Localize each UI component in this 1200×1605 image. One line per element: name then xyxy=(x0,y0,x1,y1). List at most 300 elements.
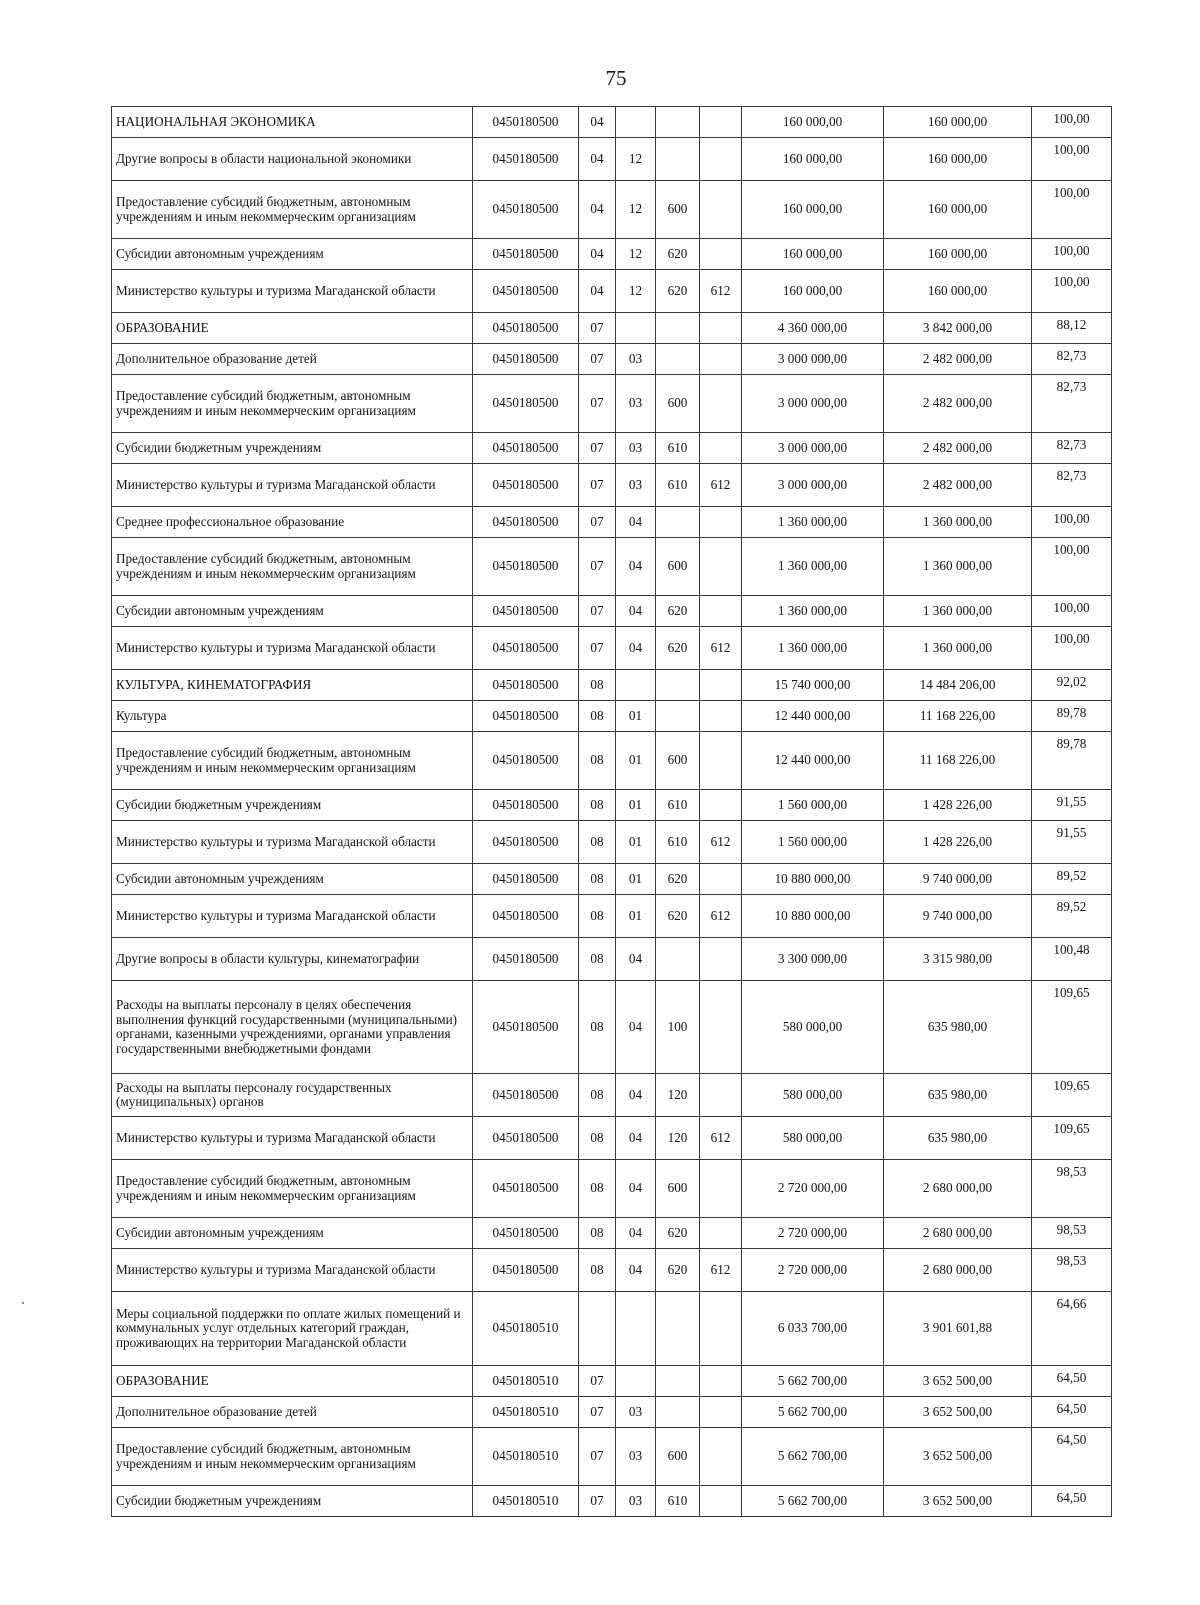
cell-administrator xyxy=(700,596,742,627)
cell-target-article: 0450180500 xyxy=(473,821,579,864)
cell-administrator xyxy=(700,1428,742,1486)
cell-subsection: 03 xyxy=(616,375,656,433)
cell-subsection: 01 xyxy=(616,864,656,895)
cell-administrator xyxy=(700,790,742,821)
cell-execution-percent: 100,00 xyxy=(1032,107,1112,138)
cell-section: 08 xyxy=(579,821,616,864)
table-row xyxy=(112,270,1112,313)
cell-subsection: 12 xyxy=(616,138,656,181)
cell-planned-amount: 10 880 000,00 xyxy=(742,864,884,895)
cell-expense-type xyxy=(656,1397,700,1428)
cell-expense-type: 620 xyxy=(656,596,700,627)
table-row xyxy=(112,464,1112,507)
cell-administrator xyxy=(700,239,742,270)
table-body xyxy=(112,107,1112,1517)
cell-expense-type xyxy=(656,938,700,981)
scan-speck xyxy=(22,1302,24,1304)
cell-execution-percent: 64,50 xyxy=(1032,1397,1112,1428)
cell-executed-amount: 635 980,00 xyxy=(884,1074,1032,1117)
table-row xyxy=(112,107,1112,138)
table-row xyxy=(112,344,1112,375)
cell-name: Субсидии бюджетным учреждениям xyxy=(112,790,473,821)
cell-expense-type: 610 xyxy=(656,464,700,507)
cell-execution-percent: 91,55 xyxy=(1032,821,1112,864)
cell-execution-percent: 100,00 xyxy=(1032,596,1112,627)
cell-name: Министерство культуры и туризма Магаданской области xyxy=(112,464,473,507)
cell-executed-amount: 2 482 000,00 xyxy=(884,344,1032,375)
cell-section: 04 xyxy=(579,107,616,138)
cell-target-article: 0450180500 xyxy=(473,538,579,596)
cell-subsection xyxy=(616,313,656,344)
cell-execution-percent: 98,53 xyxy=(1032,1249,1112,1292)
cell-target-article: 0450180500 xyxy=(473,1249,579,1292)
table-row xyxy=(112,1397,1112,1428)
cell-execution-percent: 82,73 xyxy=(1032,375,1112,433)
table-row xyxy=(112,895,1112,938)
cell-section: 08 xyxy=(579,1117,616,1160)
cell-planned-amount: 12 440 000,00 xyxy=(742,701,884,732)
cell-planned-amount: 160 000,00 xyxy=(742,107,884,138)
cell-execution-percent: 64,50 xyxy=(1032,1366,1112,1397)
cell-name: Культура xyxy=(112,701,473,732)
table-row xyxy=(112,433,1112,464)
cell-section: 08 xyxy=(579,1218,616,1249)
cell-planned-amount: 5 662 700,00 xyxy=(742,1428,884,1486)
cell-name: Министерство культуры и туризма Магаданской области xyxy=(112,1249,473,1292)
cell-planned-amount: 1 360 000,00 xyxy=(742,507,884,538)
cell-subsection: 04 xyxy=(616,507,656,538)
cell-section: 04 xyxy=(579,239,616,270)
cell-administrator: 612 xyxy=(700,895,742,938)
cell-subsection: 12 xyxy=(616,181,656,239)
cell-section: 07 xyxy=(579,433,616,464)
cell-subsection: 03 xyxy=(616,433,656,464)
cell-target-article: 0450180500 xyxy=(473,181,579,239)
cell-planned-amount: 2 720 000,00 xyxy=(742,1160,884,1218)
cell-execution-percent: 64,66 xyxy=(1032,1292,1112,1366)
cell-name: Субсидии бюджетным учреждениям xyxy=(112,1486,473,1517)
cell-section: 07 xyxy=(579,627,616,670)
cell-expense-type xyxy=(656,670,700,701)
cell-target-article: 0450180500 xyxy=(473,270,579,313)
cell-expense-type: 620 xyxy=(656,1218,700,1249)
table-row xyxy=(112,1249,1112,1292)
cell-execution-percent: 100,48 xyxy=(1032,938,1112,981)
cell-executed-amount: 160 000,00 xyxy=(884,239,1032,270)
cell-subsection: 01 xyxy=(616,821,656,864)
cell-administrator xyxy=(700,1366,742,1397)
cell-execution-percent: 82,73 xyxy=(1032,344,1112,375)
cell-expense-type: 600 xyxy=(656,538,700,596)
cell-administrator xyxy=(700,701,742,732)
cell-target-article: 0450180500 xyxy=(473,507,579,538)
cell-expense-type: 620 xyxy=(656,895,700,938)
cell-planned-amount: 5 662 700,00 xyxy=(742,1486,884,1517)
cell-administrator xyxy=(700,107,742,138)
cell-name: КУЛЬТУРА, КИНЕМАТОГРАФИЯ xyxy=(112,670,473,701)
page-number: 75 xyxy=(605,66,627,90)
cell-executed-amount: 160 000,00 xyxy=(884,138,1032,181)
cell-section: 08 xyxy=(579,895,616,938)
cell-subsection: 04 xyxy=(616,981,656,1074)
table-row xyxy=(112,1428,1112,1486)
cell-executed-amount: 2 482 000,00 xyxy=(884,375,1032,433)
cell-subsection: 03 xyxy=(616,1486,656,1517)
cell-expense-type: 600 xyxy=(656,375,700,433)
cell-execution-percent: 98,53 xyxy=(1032,1160,1112,1218)
cell-execution-percent: 100,00 xyxy=(1032,181,1112,239)
cell-subsection: 03 xyxy=(616,1428,656,1486)
cell-subsection: 03 xyxy=(616,464,656,507)
cell-target-article: 0450180500 xyxy=(473,239,579,270)
cell-administrator: 612 xyxy=(700,270,742,313)
cell-target-article: 0450180500 xyxy=(473,596,579,627)
cell-planned-amount: 6 033 700,00 xyxy=(742,1292,884,1366)
cell-planned-amount: 1 560 000,00 xyxy=(742,821,884,864)
cell-execution-percent: 109,65 xyxy=(1032,1117,1112,1160)
table-row xyxy=(112,821,1112,864)
cell-section: 07 xyxy=(579,1428,616,1486)
cell-subsection: 04 xyxy=(616,1160,656,1218)
table-row xyxy=(112,538,1112,596)
cell-planned-amount: 12 440 000,00 xyxy=(742,732,884,790)
cell-executed-amount: 14 484 206,00 xyxy=(884,670,1032,701)
cell-execution-percent: 82,73 xyxy=(1032,433,1112,464)
cell-administrator xyxy=(700,344,742,375)
cell-execution-percent: 100,00 xyxy=(1032,239,1112,270)
cell-target-article: 0450180500 xyxy=(473,375,579,433)
cell-administrator xyxy=(700,181,742,239)
cell-execution-percent: 92,02 xyxy=(1032,670,1112,701)
cell-section xyxy=(579,1292,616,1366)
table-row xyxy=(112,938,1112,981)
table-row xyxy=(112,181,1112,239)
cell-name: Министерство культуры и туризма Магаданской области xyxy=(112,821,473,864)
cell-name: Министерство культуры и туризма Магаданской области xyxy=(112,895,473,938)
cell-executed-amount: 1 360 000,00 xyxy=(884,627,1032,670)
cell-target-article: 0450180500 xyxy=(473,627,579,670)
cell-name: Министерство культуры и туризма Магаданской области xyxy=(112,627,473,670)
cell-planned-amount: 5 662 700,00 xyxy=(742,1366,884,1397)
cell-expense-type: 600 xyxy=(656,1428,700,1486)
cell-target-article: 0450180500 xyxy=(473,670,579,701)
cell-name: Другие вопросы в области культуры, кинематографии xyxy=(112,938,473,981)
cell-name: Расходы на выплаты персоналу в целях обеспечения выполнения функций государственными (муниципальными) органами, казенными учреждениями, органами управления государственными внебюджетными фондами xyxy=(112,981,473,1074)
cell-executed-amount: 160 000,00 xyxy=(884,107,1032,138)
cell-name: Субсидии автономным учреждениям xyxy=(112,1218,473,1249)
cell-administrator xyxy=(700,538,742,596)
cell-expense-type xyxy=(656,107,700,138)
cell-target-article: 0450180500 xyxy=(473,938,579,981)
cell-executed-amount: 1 360 000,00 xyxy=(884,507,1032,538)
cell-section: 07 xyxy=(579,507,616,538)
cell-execution-percent: 100,00 xyxy=(1032,627,1112,670)
cell-administrator xyxy=(700,864,742,895)
cell-execution-percent: 109,65 xyxy=(1032,981,1112,1074)
table-row xyxy=(112,507,1112,538)
cell-executed-amount: 1 360 000,00 xyxy=(884,596,1032,627)
cell-section: 04 xyxy=(579,270,616,313)
cell-executed-amount: 3 652 500,00 xyxy=(884,1366,1032,1397)
cell-planned-amount: 2 720 000,00 xyxy=(742,1249,884,1292)
cell-executed-amount: 2 482 000,00 xyxy=(884,433,1032,464)
cell-administrator: 612 xyxy=(700,1117,742,1160)
cell-name: Предоставление субсидий бюджетным, автономным учреждениям и иным некоммерческим организациям xyxy=(112,732,473,790)
cell-target-article: 0450180510 xyxy=(473,1292,579,1366)
cell-name: Предоставление субсидий бюджетным, автономным учреждениям и иным некоммерческим организациям xyxy=(112,1428,473,1486)
table-row xyxy=(112,138,1112,181)
cell-section: 08 xyxy=(579,981,616,1074)
cell-subsection: 12 xyxy=(616,270,656,313)
cell-planned-amount: 580 000,00 xyxy=(742,981,884,1074)
cell-subsection: 01 xyxy=(616,895,656,938)
cell-name: Субсидии автономным учреждениям xyxy=(112,864,473,895)
cell-subsection xyxy=(616,1366,656,1397)
cell-planned-amount: 5 662 700,00 xyxy=(742,1397,884,1428)
table-row xyxy=(112,1117,1112,1160)
cell-expense-type xyxy=(656,1292,700,1366)
table-row xyxy=(112,1366,1112,1397)
cell-target-article: 0450180500 xyxy=(473,864,579,895)
cell-administrator xyxy=(700,938,742,981)
cell-target-article: 0450180500 xyxy=(473,981,579,1074)
cell-name: Предоставление субсидий бюджетным, автономным учреждениям и иным некоммерческим организациям xyxy=(112,375,473,433)
cell-execution-percent: 88,12 xyxy=(1032,313,1112,344)
cell-subsection: 03 xyxy=(616,344,656,375)
cell-name: Предоставление субсидий бюджетным, автономным учреждениям и иным некоммерческим организациям xyxy=(112,1160,473,1218)
cell-executed-amount: 2 680 000,00 xyxy=(884,1218,1032,1249)
cell-target-article: 0450180500 xyxy=(473,1160,579,1218)
cell-execution-percent: 100,00 xyxy=(1032,138,1112,181)
cell-executed-amount: 3 652 500,00 xyxy=(884,1486,1032,1517)
cell-expense-type: 600 xyxy=(656,181,700,239)
cell-expense-type xyxy=(656,701,700,732)
cell-planned-amount: 1 360 000,00 xyxy=(742,627,884,670)
cell-name: Меры социальной поддержки по оплате жилых помещений и коммунальных услуг отдельных категорий граждан, проживающих на территории Магаданской области xyxy=(112,1292,473,1366)
cell-subsection: 01 xyxy=(616,732,656,790)
cell-target-article: 0450180500 xyxy=(473,138,579,181)
cell-planned-amount: 1 360 000,00 xyxy=(742,596,884,627)
cell-expense-type: 610 xyxy=(656,433,700,464)
cell-expense-type: 610 xyxy=(656,790,700,821)
table-row xyxy=(112,1486,1112,1517)
cell-executed-amount: 635 980,00 xyxy=(884,1117,1032,1160)
cell-administrator xyxy=(700,375,742,433)
cell-execution-percent: 89,52 xyxy=(1032,864,1112,895)
cell-administrator: 612 xyxy=(700,1249,742,1292)
table-row xyxy=(112,981,1112,1074)
cell-target-article: 0450180500 xyxy=(473,895,579,938)
cell-execution-percent: 89,52 xyxy=(1032,895,1112,938)
cell-executed-amount: 3 901 601,88 xyxy=(884,1292,1032,1366)
cell-section: 04 xyxy=(579,138,616,181)
cell-subsection: 04 xyxy=(616,1218,656,1249)
cell-planned-amount: 4 360 000,00 xyxy=(742,313,884,344)
table-row xyxy=(112,1160,1112,1218)
cell-target-article: 0450180500 xyxy=(473,464,579,507)
cell-target-article: 0450180500 xyxy=(473,732,579,790)
cell-target-article: 0450180500 xyxy=(473,701,579,732)
cell-subsection xyxy=(616,670,656,701)
cell-name: Министерство культуры и туризма Магаданской области xyxy=(112,1117,473,1160)
cell-subsection: 04 xyxy=(616,538,656,596)
cell-expense-type: 600 xyxy=(656,732,700,790)
cell-executed-amount: 3 315 980,00 xyxy=(884,938,1032,981)
cell-section: 08 xyxy=(579,732,616,790)
cell-target-article: 0450180510 xyxy=(473,1428,579,1486)
cell-name: Дополнительное образование детей xyxy=(112,344,473,375)
cell-name: Дополнительное образование детей xyxy=(112,1397,473,1428)
cell-name: Субсидии автономным учреждениям xyxy=(112,596,473,627)
table-row xyxy=(112,627,1112,670)
cell-section: 08 xyxy=(579,864,616,895)
cell-section: 08 xyxy=(579,670,616,701)
cell-section: 08 xyxy=(579,701,616,732)
cell-executed-amount: 3 842 000,00 xyxy=(884,313,1032,344)
cell-administrator xyxy=(700,1218,742,1249)
table-row xyxy=(112,1218,1112,1249)
cell-administrator xyxy=(700,1486,742,1517)
cell-executed-amount: 1 360 000,00 xyxy=(884,538,1032,596)
cell-target-article: 0450180510 xyxy=(473,1486,579,1517)
cell-section: 08 xyxy=(579,790,616,821)
cell-planned-amount: 2 720 000,00 xyxy=(742,1218,884,1249)
cell-subsection xyxy=(616,1292,656,1366)
cell-administrator xyxy=(700,507,742,538)
cell-section: 07 xyxy=(579,1366,616,1397)
cell-expense-type: 620 xyxy=(656,1249,700,1292)
cell-target-article: 0450180500 xyxy=(473,1074,579,1117)
cell-section: 07 xyxy=(579,464,616,507)
cell-administrator xyxy=(700,138,742,181)
cell-target-article: 0450180500 xyxy=(473,313,579,344)
cell-administrator xyxy=(700,1397,742,1428)
cell-executed-amount: 3 652 500,00 xyxy=(884,1428,1032,1486)
cell-name: Предоставление субсидий бюджетным, автономным учреждениям и иным некоммерческим организациям xyxy=(112,538,473,596)
cell-target-article: 0450180500 xyxy=(473,790,579,821)
cell-administrator xyxy=(700,1292,742,1366)
cell-planned-amount: 10 880 000,00 xyxy=(742,895,884,938)
cell-execution-percent: 109,65 xyxy=(1032,1074,1112,1117)
cell-section: 07 xyxy=(579,1486,616,1517)
cell-expense-type xyxy=(656,344,700,375)
cell-expense-type xyxy=(656,1366,700,1397)
cell-executed-amount: 11 168 226,00 xyxy=(884,732,1032,790)
cell-expense-type xyxy=(656,507,700,538)
cell-planned-amount: 580 000,00 xyxy=(742,1117,884,1160)
cell-planned-amount: 3 000 000,00 xyxy=(742,433,884,464)
cell-planned-amount: 160 000,00 xyxy=(742,181,884,239)
cell-execution-percent: 91,55 xyxy=(1032,790,1112,821)
cell-expense-type: 620 xyxy=(656,270,700,313)
table-row xyxy=(112,701,1112,732)
cell-name: Субсидии бюджетным учреждениям xyxy=(112,433,473,464)
cell-execution-percent: 89,78 xyxy=(1032,701,1112,732)
cell-target-article: 0450180510 xyxy=(473,1397,579,1428)
cell-planned-amount: 1 360 000,00 xyxy=(742,538,884,596)
cell-planned-amount: 3 000 000,00 xyxy=(742,375,884,433)
cell-execution-percent: 100,00 xyxy=(1032,538,1112,596)
cell-planned-amount: 3 000 000,00 xyxy=(742,344,884,375)
cell-executed-amount: 2 680 000,00 xyxy=(884,1249,1032,1292)
cell-target-article: 0450180500 xyxy=(473,1218,579,1249)
cell-section: 07 xyxy=(579,344,616,375)
cell-expense-type: 620 xyxy=(656,864,700,895)
cell-name: Другие вопросы в области национальной экономики xyxy=(112,138,473,181)
table-row xyxy=(112,239,1112,270)
cell-section: 07 xyxy=(579,596,616,627)
cell-planned-amount: 15 740 000,00 xyxy=(742,670,884,701)
cell-subsection: 04 xyxy=(616,1074,656,1117)
table-row xyxy=(112,670,1112,701)
cell-execution-percent: 100,00 xyxy=(1032,507,1112,538)
cell-executed-amount: 1 428 226,00 xyxy=(884,790,1032,821)
cell-name: Министерство культуры и туризма Магаданской области xyxy=(112,270,473,313)
cell-target-article: 0450180500 xyxy=(473,344,579,375)
cell-executed-amount: 1 428 226,00 xyxy=(884,821,1032,864)
cell-administrator xyxy=(700,732,742,790)
cell-execution-percent: 100,00 xyxy=(1032,270,1112,313)
table-row xyxy=(112,313,1112,344)
cell-planned-amount: 1 560 000,00 xyxy=(742,790,884,821)
cell-section: 08 xyxy=(579,1074,616,1117)
cell-administrator: 612 xyxy=(700,821,742,864)
cell-executed-amount: 9 740 000,00 xyxy=(884,864,1032,895)
cell-planned-amount: 3 000 000,00 xyxy=(742,464,884,507)
cell-expense-type: 620 xyxy=(656,239,700,270)
cell-expense-type: 100 xyxy=(656,981,700,1074)
cell-administrator: 612 xyxy=(700,464,742,507)
cell-administrator xyxy=(700,670,742,701)
cell-administrator xyxy=(700,1160,742,1218)
cell-subsection: 04 xyxy=(616,1117,656,1160)
cell-execution-percent: 89,78 xyxy=(1032,732,1112,790)
cell-name: Расходы на выплаты персоналу государственных (муниципальных) органов xyxy=(112,1074,473,1117)
cell-execution-percent: 64,50 xyxy=(1032,1486,1112,1517)
cell-name: Субсидии автономным учреждениям xyxy=(112,239,473,270)
cell-executed-amount: 11 168 226,00 xyxy=(884,701,1032,732)
table-row xyxy=(112,864,1112,895)
cell-subsection: 04 xyxy=(616,938,656,981)
cell-planned-amount: 160 000,00 xyxy=(742,270,884,313)
cell-section: 07 xyxy=(579,375,616,433)
cell-expense-type: 120 xyxy=(656,1117,700,1160)
cell-expense-type: 620 xyxy=(656,627,700,670)
cell-planned-amount: 3 300 000,00 xyxy=(742,938,884,981)
cell-name: ОБРАЗОВАНИЕ xyxy=(112,313,473,344)
cell-subsection: 04 xyxy=(616,627,656,670)
table-row xyxy=(112,790,1112,821)
cell-execution-percent: 98,53 xyxy=(1032,1218,1112,1249)
budget-table xyxy=(111,106,1112,1517)
cell-subsection: 12 xyxy=(616,239,656,270)
cell-name: НАЦИОНАЛЬНАЯ ЭКОНОМИКА xyxy=(112,107,473,138)
cell-executed-amount: 2 482 000,00 xyxy=(884,464,1032,507)
cell-execution-percent: 82,73 xyxy=(1032,464,1112,507)
cell-planned-amount: 160 000,00 xyxy=(742,239,884,270)
cell-executed-amount: 3 652 500,00 xyxy=(884,1397,1032,1428)
cell-executed-amount: 2 680 000,00 xyxy=(884,1160,1032,1218)
table-row xyxy=(112,732,1112,790)
cell-target-article: 0450180500 xyxy=(473,1117,579,1160)
cell-planned-amount: 580 000,00 xyxy=(742,1074,884,1117)
cell-section: 08 xyxy=(579,938,616,981)
cell-executed-amount: 160 000,00 xyxy=(884,270,1032,313)
cell-expense-type: 120 xyxy=(656,1074,700,1117)
cell-administrator xyxy=(700,313,742,344)
cell-subsection: 04 xyxy=(616,1249,656,1292)
cell-executed-amount: 9 740 000,00 xyxy=(884,895,1032,938)
